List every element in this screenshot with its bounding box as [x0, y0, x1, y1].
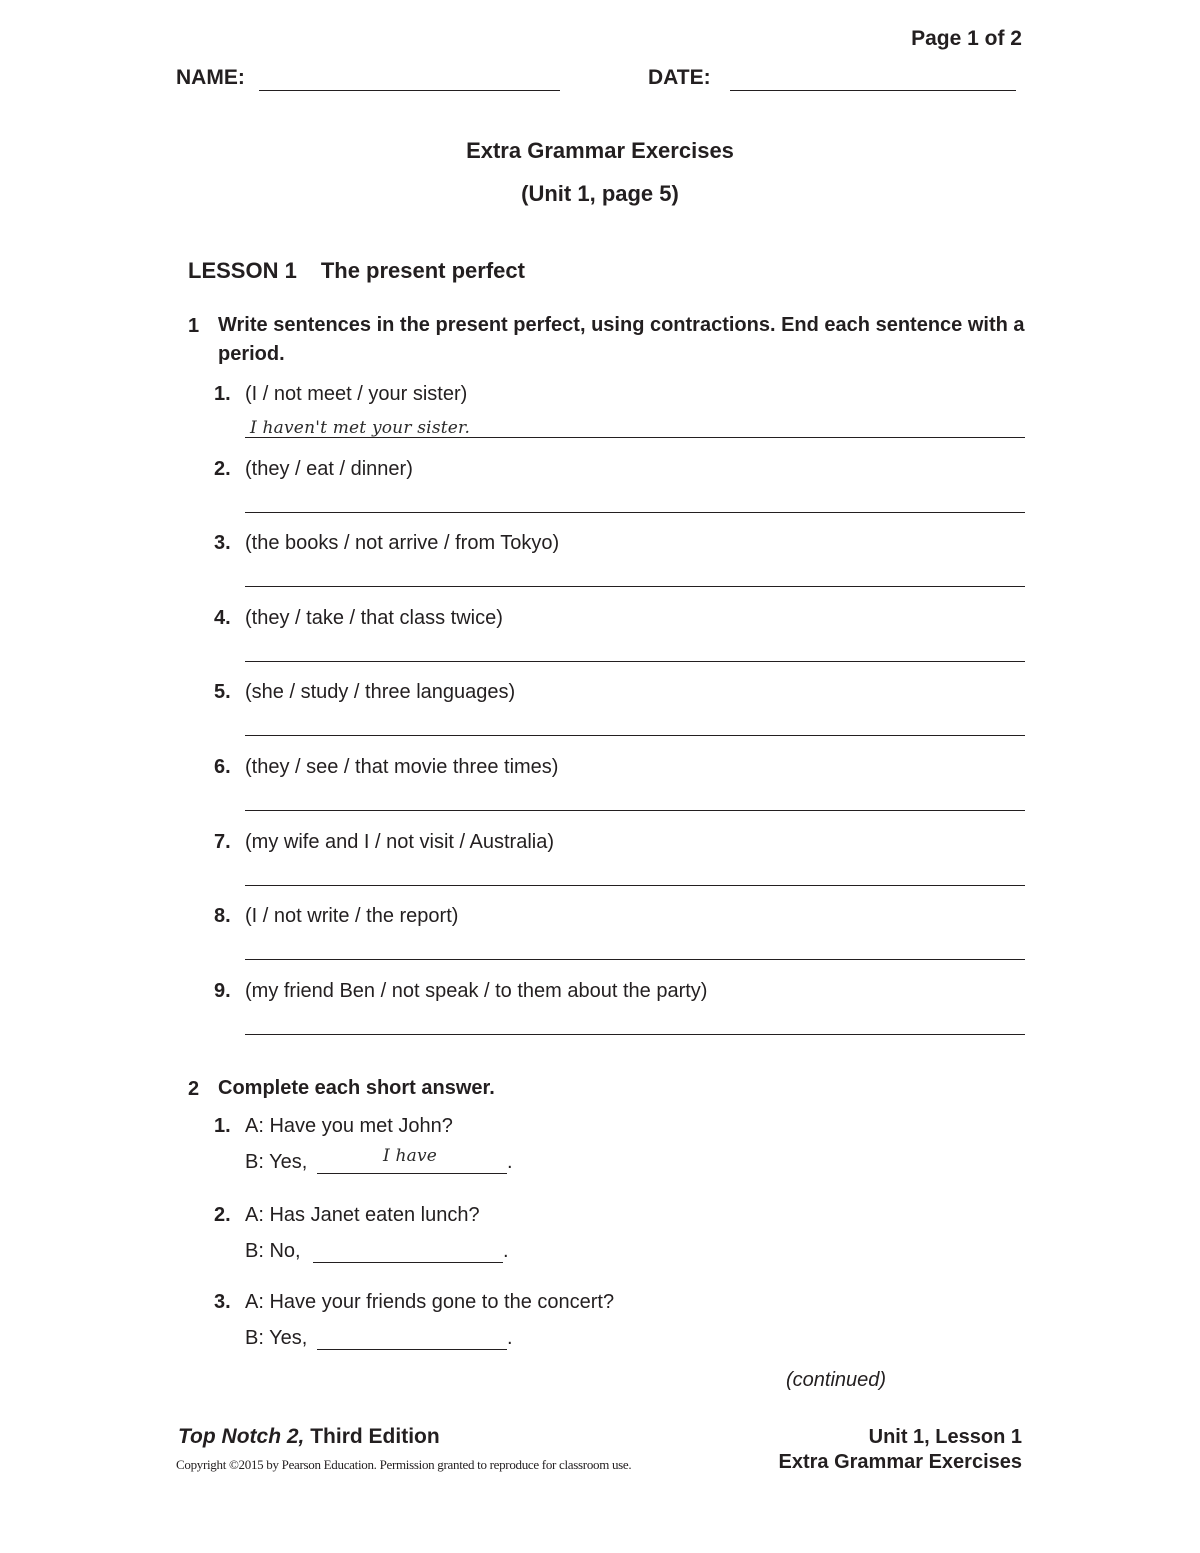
- response-b: B: Yes,: [245, 1327, 308, 1349]
- item-prompt: (I / not write / the report): [245, 905, 459, 927]
- item-number: 2.: [214, 458, 231, 480]
- item-number: 5.: [214, 681, 231, 703]
- item-number: 9.: [214, 980, 231, 1002]
- item-number: 7.: [214, 831, 231, 853]
- answer-line[interactable]: [245, 810, 1025, 811]
- answer-line[interactable]: [245, 885, 1025, 886]
- lesson-topic: The present perfect: [320, 258, 525, 283]
- answer-line[interactable]: [245, 512, 1025, 513]
- date-field-line[interactable]: [730, 90, 1016, 91]
- book-title: Top Notch 2,: [178, 1425, 305, 1448]
- worksheet-title: Extra Grammar Exercises: [466, 138, 734, 163]
- question-a: A: Have you met John?: [245, 1115, 453, 1137]
- item-number: 1.: [214, 383, 231, 405]
- date-label: DATE:: [648, 66, 711, 89]
- handwritten-answer: I haven't met your sister.: [250, 418, 471, 438]
- answer-period: .: [507, 1327, 513, 1349]
- footer-book: [178, 1425, 440, 1449]
- short-answer-line[interactable]: [317, 1349, 507, 1350]
- continued-note: (continued): [786, 1369, 887, 1391]
- book-edition: Third Edition: [304, 1425, 440, 1448]
- item-prompt: (they / take / that class twice): [245, 607, 503, 629]
- exercise-1-instruction: Write sentences in the present perfect, using contractions. End each sentence with a period.: [218, 314, 1025, 365]
- item-prompt: (she / study / three languages): [245, 681, 516, 703]
- name-label: NAME:: [176, 66, 245, 89]
- question-a: A: Have your friends gone to the concert?: [245, 1291, 615, 1313]
- answer-line[interactable]: [245, 1034, 1025, 1035]
- lesson-number: LESSON 1: [188, 258, 297, 283]
- lesson-heading: [188, 258, 525, 284]
- handwritten-answer: I have: [383, 1146, 438, 1166]
- answer-line[interactable]: [245, 959, 1025, 960]
- item-number: 2.: [214, 1204, 231, 1226]
- item-prompt: (I / not meet / your sister): [245, 383, 468, 405]
- footer-section: Extra Grammar Exercises: [778, 1451, 1022, 1473]
- item-number: 1.: [214, 1115, 231, 1137]
- short-answer-line[interactable]: [313, 1262, 503, 1263]
- answer-period: .: [507, 1151, 513, 1173]
- item-number: 3.: [214, 1291, 231, 1313]
- exercise-2-instruction: Complete each short answer.: [218, 1077, 495, 1099]
- item-number: 3.: [214, 532, 231, 554]
- answer-line[interactable]: [245, 586, 1025, 587]
- response-b: B: Yes,: [245, 1151, 308, 1173]
- name-field-line[interactable]: [259, 90, 560, 91]
- exercise-2-number: 2: [188, 1078, 200, 1100]
- worksheet-subtitle: (Unit 1, page 5): [521, 181, 679, 206]
- item-prompt: (my wife and I / not visit / Australia): [245, 831, 554, 853]
- answer-period: .: [503, 1240, 509, 1262]
- item-prompt: (they / eat / dinner): [245, 458, 413, 480]
- item-prompt: (the books / not arrive / from Tokyo): [245, 532, 560, 554]
- answer-line[interactable]: [245, 735, 1025, 736]
- item-number: 6.: [214, 756, 231, 778]
- footer-unit-lesson: Unit 1, Lesson 1: [868, 1426, 1022, 1448]
- answer-line[interactable]: [245, 661, 1025, 662]
- item-prompt: (they / see / that movie three times): [245, 756, 559, 778]
- item-number: 8.: [214, 905, 231, 927]
- item-prompt: (my friend Ben / not speak / to them about the party): [245, 980, 708, 1002]
- response-b: B: No,: [245, 1240, 301, 1262]
- question-a: A: Has Janet eaten lunch?: [245, 1204, 480, 1226]
- short-answer-line[interactable]: [317, 1173, 507, 1174]
- item-number: 4.: [214, 607, 231, 629]
- exercise-1-number: 1: [188, 315, 200, 337]
- page-number: Page 1 of 2: [911, 27, 1022, 50]
- copyright-notice: Copyright ©2015 by Pearson Education. Permission granted to reproduce for classroom use.: [176, 1457, 632, 1472]
